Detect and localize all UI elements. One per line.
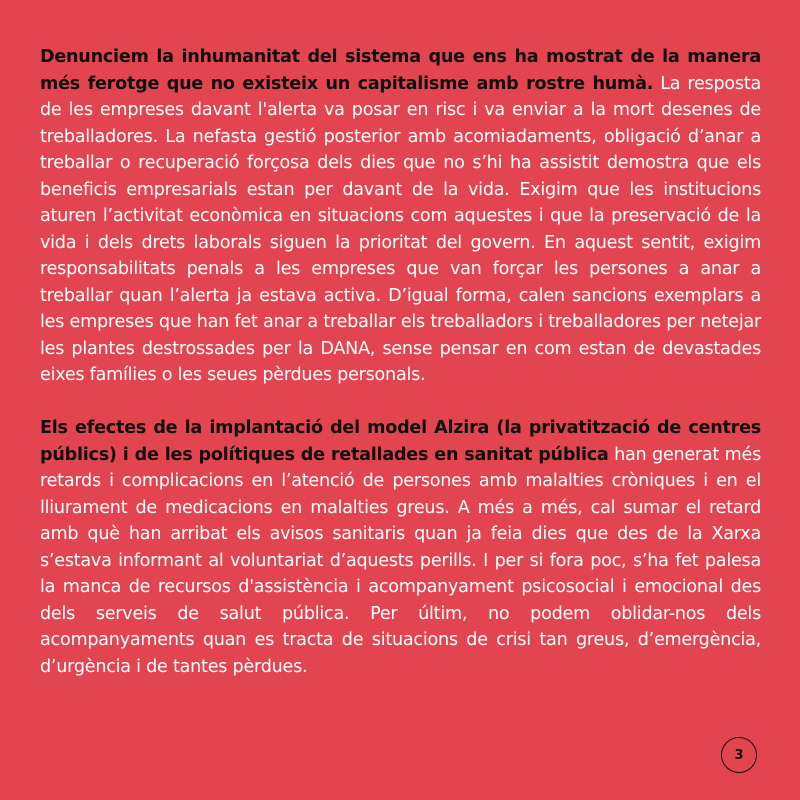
- paragraph-lead-bold: Els efectes de la implantació del model Alzira (la privatització de centres públics) i de les polítiques de retallades en sanitat pública: [40, 418, 761, 465]
- paragraph-body: han generat més retards i complicacions en l’atenció de persones amb malalties cròniques i en el lliurament de medicacions en malalties greus. A més a més, cal sumar el retard amb què han arribat els avisos sanitaris quan ja feia dies que des de la Xarxa s’estava informant al voluntariat d’aquests perills. I per si fora poc, s’ha fet palesa la manca de recursos d'assistència i acompanyament psicosocial i emocional des dels serveis de salut pública. Per últim, no podem oblidar-nos dels acompanyaments quan es tracta de situacions de crisi tan greus, d’emergència, d’urgència i de tantes pèrdues.: [40, 444, 761, 677]
- page-number-badge: [721, 737, 757, 773]
- page-number: 3: [734, 747, 744, 763]
- paragraph-capitalism: [40, 44, 761, 389]
- document-body: [40, 44, 761, 680]
- paragraph-body: La resposta de les empreses davant l'alerta va posar en risc i va enviar a la mort desenes de treballadores. La nefasta gestió posterior amb acomiadaments, obligació d’anar a treballar o recuperació forçosa dels dies que no s’hi ha assistit demostra que els beneficis empresarials estan per davant de la vida. Exigim que les institucions aturen l’activitat econòmica en situacions com aquestes i que la preservació de la vida i dels drets laborals siguen la prioritat del govern. En aquest sentit, exigim responsabilitats penals a les empreses que van forçar les persones a anar a treballar quan l’alerta ja estava activa. D’igual forma, calen sancions exemplars a les empreses que han fet anar a treballar els treballadors i treballadores per netejar les plantes destrossades per la DANA, sense pensar en com estan de devastades eixes famílies o les seues pèrdues personals.: [40, 73, 762, 385]
- paragraph-lead-bold: Denunciem la inhumanitat del sistema que ens ha mostrat de la manera més ferotge que no existeix un capitalisme amb rostre humà.: [40, 47, 761, 94]
- paragraph-health-model: [40, 415, 761, 680]
